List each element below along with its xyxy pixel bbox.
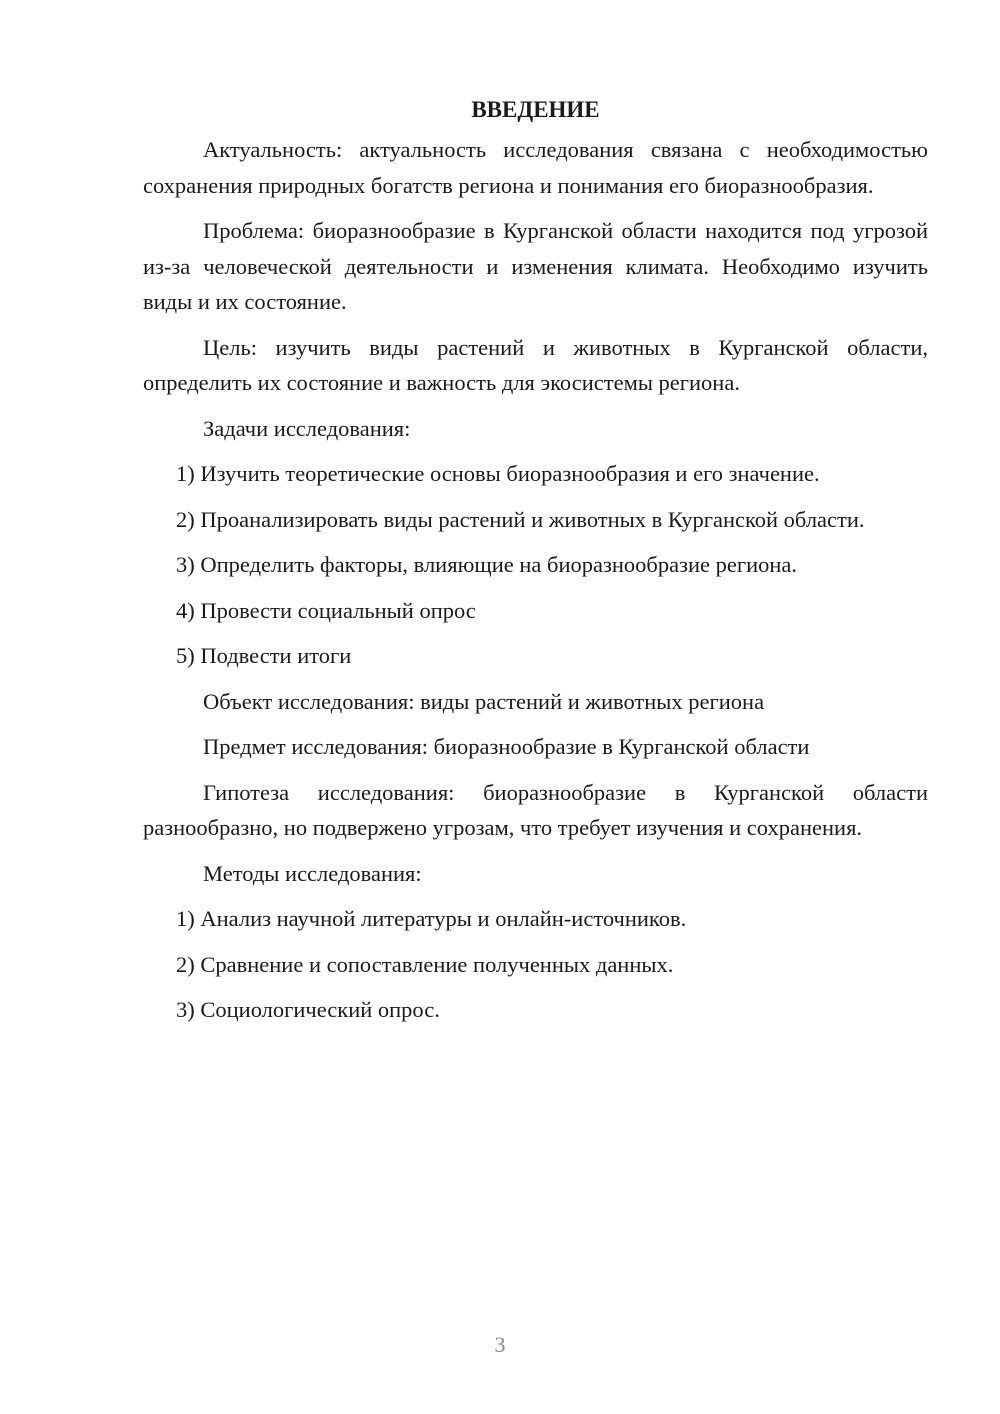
method-item-3: 3) Социологический опрос. — [176, 997, 440, 1022]
goal-paragraph: Цель: изучить виды растений и животных в Курганской области, определить их состояние и важность для экосистемы региона. — [143, 334, 928, 395]
relevance-paragraph: Актуальность: актуальность исследования связана с необходимостью сохранения природных богатств региона и понимания его биоразнообразия. — [143, 137, 928, 198]
document-page — [143, 88, 928, 1038]
page-number: 3 — [494, 1332, 506, 1357]
task-item-1: 1) Изучить теоретические основы биоразнообразия и его значение. — [176, 461, 820, 486]
object-paragraph: Объект исследования: виды растений и животных региона — [203, 688, 765, 714]
task-item-2: 2) Проанализировать виды растений и животных в Курганской области. — [176, 506, 865, 532]
task-item-4: 4) Провести социальный опрос — [176, 597, 476, 623]
methods-heading: Методы исследования: — [203, 860, 422, 886]
tasks-heading: Задачи исследования: — [203, 415, 411, 441]
section-heading: ВВЕДЕНИЕ — [471, 97, 600, 122]
method-item-1: 1) Анализ научной литературы и онлайн-источников. — [176, 906, 687, 931]
task-item-3: 3) Определить факторы, влияющие на биоразнообразие региона. — [176, 552, 798, 577]
problem-paragraph: Проблема: биоразнообразие в Курганской области находится под угрозой из-за человеческой деятельности и изменения климата. Необходимо изучить виды и их состояние. — [143, 218, 928, 314]
hypothesis-paragraph: Гипотеза исследования: биоразнообразие в Курганской области разнообразно, но подвержено угрозам, что требует изучения и сохранения. — [143, 779, 928, 840]
method-item-2: 2) Сравнение и сопоставление полученных данных. — [176, 951, 674, 977]
task-item-5: 5) Подвести итоги — [176, 643, 352, 668]
subject-paragraph: Предмет исследования: биоразнообразие в Курганской области — [203, 734, 810, 759]
